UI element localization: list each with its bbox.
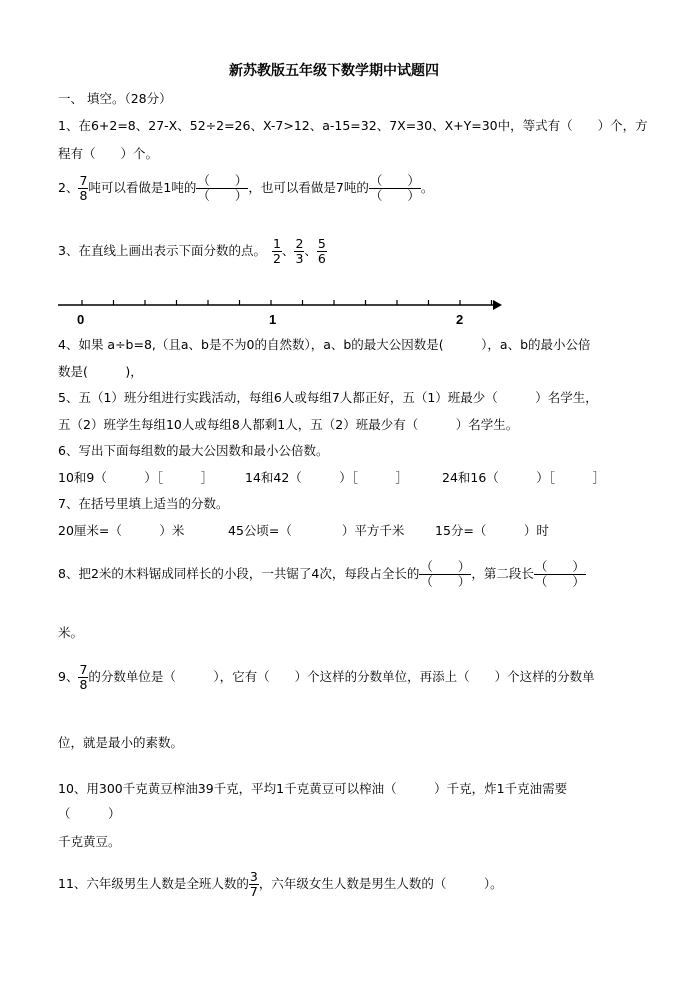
page-title: 新苏教版五年级下数学期中试题四	[229, 63, 439, 79]
question-2-text-2: ，也可以看做是7吨的	[248, 180, 369, 195]
question-4-line-1: 4、如果 a÷b=8,（且a、b是不为0的自然数），a、b的最大公因数是( ），a、b的最小公倍	[58, 337, 591, 352]
blank-denominator: （ ）	[534, 573, 585, 589]
question-3	[58, 237, 327, 266]
fraction-3-7	[249, 870, 259, 899]
blank-denominator: （ ）	[369, 187, 420, 203]
fraction-denominator: 8	[79, 187, 88, 203]
fraction-1-2	[272, 237, 282, 266]
blank-numerator: （ ）	[197, 173, 248, 188]
fraction-numerator: 7	[79, 662, 88, 677]
fraction-7-8	[78, 174, 88, 203]
blank-denominator: （ ）	[197, 187, 248, 203]
fraction-7-8	[78, 663, 88, 692]
separator: 、	[304, 243, 317, 258]
question-5-line-1: 5、五（1）班分组进行实践活动，每组6人或每组7人都正好，五（1）班最少（ ）名学生，	[58, 390, 598, 405]
number-line-arrow-icon	[493, 300, 502, 310]
axis-label-2: 2	[456, 312, 464, 327]
question-5-line-2: 五（2）班学生每组10人或每组8人都剩1人，五（2）班最少有（ ）名学生。	[58, 417, 519, 432]
fraction-numerator: 7	[79, 173, 88, 188]
answer-fraction-blank-2[interactable]	[534, 560, 586, 589]
axis-label-0: 0	[77, 312, 85, 327]
fraction-numerator: 3	[249, 869, 258, 884]
fraction-numerator: 1	[272, 236, 281, 251]
fraction-denominator: 3	[295, 250, 304, 266]
number-line[interactable]	[58, 296, 503, 312]
question-6-text: 6、写出下面每组数的最大公因数和最小公倍数。	[58, 443, 329, 458]
question-6-item-3: 24和16（ ）［ ］	[442, 470, 606, 485]
separator: 、	[281, 243, 295, 258]
question-8	[58, 560, 586, 589]
question-10-line-1: 10、用300千克黄豆榨油39千克，平均1千克黄豆可以榨油（ ）千克，炸1千克油需要	[58, 781, 568, 796]
question-11	[58, 870, 503, 899]
fraction-denominator: 7	[249, 883, 258, 899]
question-6-item-2: 14和42（ ）［ ］	[245, 470, 409, 485]
question-8-text-1: 8、把2米的木料锯成同样长的小段，一共锯了4次，每段占全长的	[58, 566, 420, 581]
question-1-line-2: 程有（ ）个。	[58, 146, 159, 161]
question-2-text-1: 吨可以看做是1吨的	[88, 180, 197, 195]
blank-numerator: （ ）	[534, 559, 585, 574]
question-2-prefix: 2、	[58, 180, 79, 195]
question-9-line-2: 位，就是最小的素数。	[58, 735, 184, 750]
section-heading: 一、 填空。（28分）	[58, 91, 172, 106]
question-4-line-2: 数是( )，	[58, 364, 143, 379]
fraction-denominator: 2	[272, 250, 281, 266]
blank-numerator: （ ）	[420, 559, 471, 574]
fraction-2-3	[294, 237, 304, 266]
question-7-item-3: 15分=（ ）时	[435, 523, 549, 538]
question-11-text-1: 11、六年级男生人数是全班人数的	[58, 876, 249, 891]
fraction-5-6	[317, 237, 327, 266]
question-11-text-2: ，六年级女生人数是男生人数的（ ）。	[258, 876, 503, 891]
question-7-item-1: 20厘米=（ ）米	[58, 523, 185, 538]
question-3-text: 3、在直线上画出表示下面分数的点。	[58, 243, 266, 258]
question-2	[58, 174, 433, 203]
answer-fraction-blank-1[interactable]	[419, 560, 471, 589]
question-8-line-2: 米。	[58, 625, 84, 640]
question-2-end: 。	[420, 180, 434, 195]
answer-fraction-blank-1[interactable]	[196, 174, 248, 203]
blank-numerator: （ ）	[369, 173, 420, 188]
question-7-item-2: 45公顷=（ ）平方千米	[228, 523, 405, 538]
fraction-numerator: 2	[295, 236, 304, 251]
blank-denominator: （ ）	[420, 573, 471, 589]
question-9-text: 的分数单位是（ ），它有（ ）个这样的分数单位，再添上（ ）个这样的分数单	[88, 669, 595, 684]
question-9	[58, 663, 595, 692]
question-7-text: 7、在括号里填上适当的分数。	[58, 496, 229, 511]
fraction-denominator: 8	[79, 676, 88, 692]
question-9-prefix: 9、	[58, 669, 79, 684]
question-6-item-1: 10和9（ ）［ ］	[58, 470, 214, 485]
answer-fraction-blank-2[interactable]	[369, 174, 421, 203]
fraction-numerator: 5	[317, 236, 326, 251]
question-8-text-2: ，第二段长	[471, 566, 534, 581]
question-10-line-3: 千克黄豆。	[58, 834, 121, 849]
question-1-line-1: 1、在6+2=8、27-X、52÷2=26、X-7>12、a-15=32、7X=30、X+Y=30中，等式有（ ）个，方	[58, 118, 648, 133]
fraction-denominator: 6	[317, 250, 326, 266]
axis-label-1: 1	[269, 312, 277, 327]
question-10-line-2: （ ）	[58, 806, 121, 821]
